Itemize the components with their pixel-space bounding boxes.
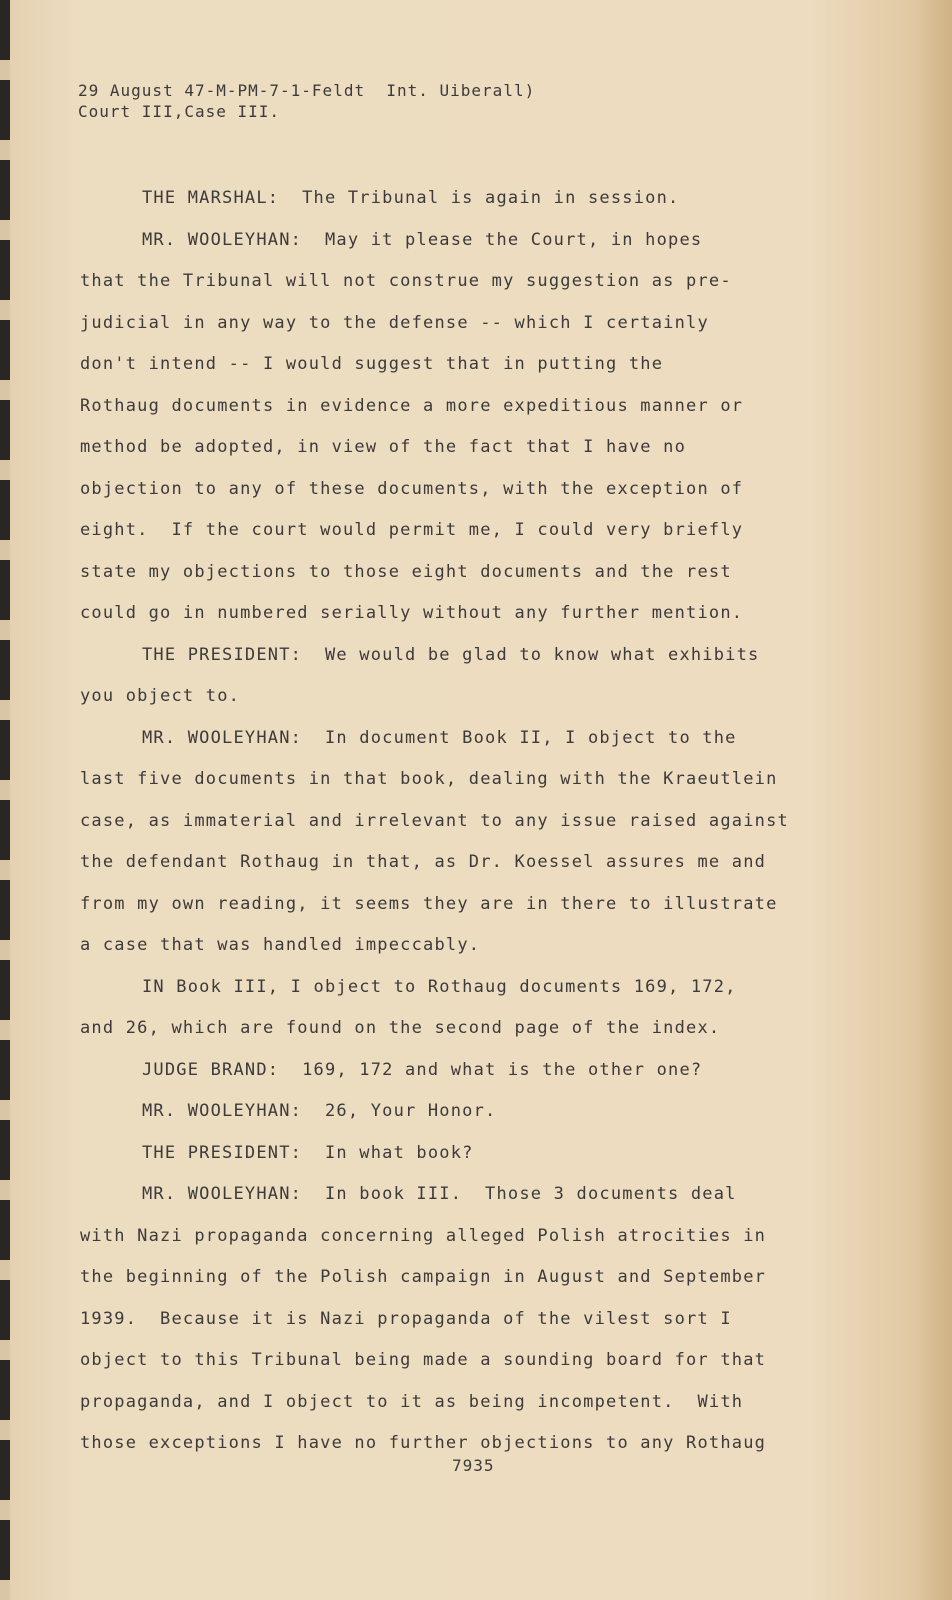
transcript-line: object to this Tribunal being made a sounding board for that	[80, 1350, 767, 1370]
header-session-line: 29 August 47-M-PM-7-1-Feldt Int. Uiberall)	[78, 81, 536, 100]
transcript-line: objection to any of these documents, with the exception of	[80, 478, 744, 499]
transcript-line: MR. WOOLEYHAN: May it please the Court, in hopes	[142, 229, 703, 250]
header-court-line: Court III,Case III.	[78, 102, 281, 121]
transcript-line: 1939. Because it is Nazi propaganda of the vilest sort I	[80, 1308, 732, 1329]
transcript-line: MR. WOOLEYHAN: 26, Your Honor.	[142, 1101, 497, 1121]
transcript-line: you object to.	[80, 686, 241, 706]
transcript-line: propaganda, and I object to it as being incompetent. With	[80, 1391, 744, 1412]
transcript-line: THE MARSHAL: The Tribunal is again in session.	[142, 188, 680, 208]
binding-edge	[0, 0, 10, 1600]
transcript-line: judicial in any way to the defense -- which I certainly	[80, 312, 709, 333]
transcript-line: MR. WOOLEYHAN: In book III. Those 3 documents deal	[142, 1184, 737, 1204]
transcript-line: case, as immaterial and irrelevant to any issue raised against	[80, 810, 789, 831]
transcript-line: eight. If the court would permit me, I could very briefly	[80, 520, 744, 540]
transcript-line: THE PRESIDENT: In what book?	[142, 1142, 474, 1163]
transcript-line: the defendant Rothaug in that, as Dr. Koessel assures me and	[80, 852, 767, 872]
transcript-line: could go in numbered serially without any further mention.	[80, 603, 744, 623]
transcript-line: method be adopted, in view of the fact that I have no	[80, 437, 687, 457]
transcript-line: from my own reading, it seems they are in there to illustrate	[80, 893, 778, 914]
transcript-line: state my objections to those eight documents and the rest	[80, 561, 732, 582]
transcript-line: don't intend -- I would suggest that in putting the	[80, 354, 664, 374]
page-number: 7935	[452, 1456, 495, 1475]
transcript-line: the beginning of the Polish campaign in August and September	[80, 1267, 767, 1287]
transcript-body	[80, 178, 880, 1465]
transcript-line: with Nazi propaganda concerning alleged Polish atrocities in	[80, 1225, 767, 1246]
transcript-line: a case that was handled impeccably.	[80, 935, 481, 955]
transcript-line: those exceptions I have no further objections to any Rothaug	[80, 1433, 767, 1453]
transcript-line: THE PRESIDENT: We would be glad to know what exhibits	[142, 644, 760, 665]
transcript-line: last five documents in that book, dealing with the Kraeutlein	[80, 769, 778, 789]
transcript-line: that the Tribunal will not construe my suggestion as pre-	[80, 271, 732, 291]
transcript-line: Rothaug documents in evidence a more expeditious manner or	[80, 395, 744, 416]
transcript-line: MR. WOOLEYHAN: In document Book II, I object to the	[142, 727, 737, 748]
transcript-line: IN Book III, I object to Rothaug documents 169, 172,	[142, 976, 737, 997]
document-header	[78, 80, 535, 122]
transcript-line: JUDGE BRAND: 169, 172 and what is the other one?	[142, 1059, 703, 1080]
transcript-line: and 26, which are found on the second page of the index.	[80, 1018, 721, 1038]
